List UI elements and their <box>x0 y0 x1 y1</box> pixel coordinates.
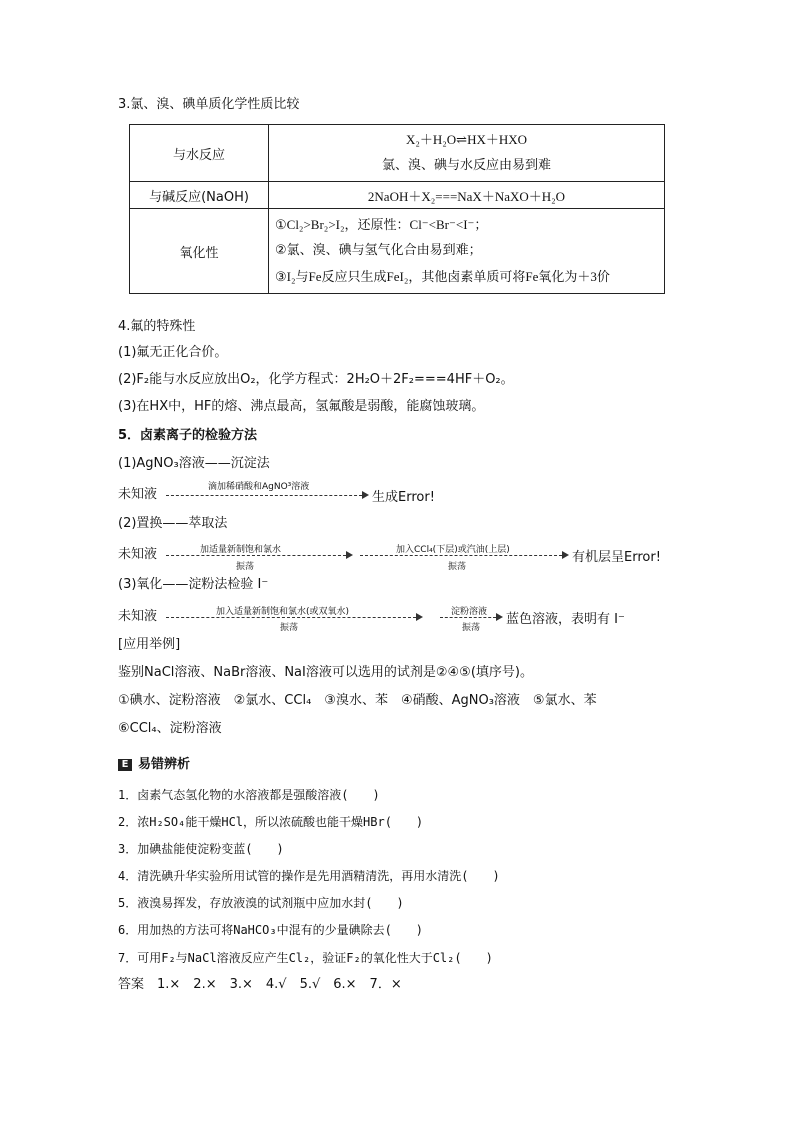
method-3-reagent-1: 加入适量新制饱和氯水(或双氧水) <box>216 607 350 617</box>
error-analysis-title: 易错辨析 <box>138 757 191 772</box>
fluorine-item-2: (2)F₂能与水反应放出O₂，化学方程式：2H₂O＋2F₂===4HF＋O₂。 <box>118 372 514 387</box>
arrow-head-icon <box>562 551 569 559</box>
method-2-result: 有机层呈Error! <box>572 550 661 565</box>
halogen-comparison-table <box>129 124 665 294</box>
oxidation-line-1: ①Cl₂>Br₂>I₂，还原性：Cl⁻<Br⁻<I⁻； <box>275 217 488 232</box>
method-2-shake-1: 振荡 <box>236 562 255 572</box>
method-1-title: (1)AgNO₃溶液——沉淀法 <box>118 456 270 471</box>
row-content-water <box>269 125 665 182</box>
arrow-head-icon <box>496 613 503 621</box>
arrow-head-icon <box>346 551 353 559</box>
example-options-1: ①碘水、淀粉溶液 ②氯水、CCl₄ ③溴水、苯 ④硝酸、AgNO₃溶液 ⑤氯水、苯 <box>118 693 597 708</box>
method-2-start: 未知液 <box>118 547 158 562</box>
error-item-5: 5．液溴易挥发，存放液溴的试剂瓶中应加水封( ) <box>118 896 404 910</box>
error-item-3: 3．加碘盐能使淀粉变蓝( ) <box>118 842 284 856</box>
table-row <box>130 209 665 294</box>
oxidation-line-2: ②氯、溴、碘与氢气化合由易到难； <box>275 243 482 258</box>
water-note: 氯、溴、碘与水反应由易到难 <box>381 158 551 173</box>
fluorine-item-1: (1)氟无正化合价。 <box>118 345 228 360</box>
method-1-arrow <box>166 495 362 496</box>
fluorine-item-3: (3)在HX中，HF的熔、沸点最高，氢氟酸是弱酸，能腐蚀玻璃。 <box>118 399 485 414</box>
method-3-start: 未知液 <box>118 609 158 624</box>
section-5-title: 5．卤素离子的检验方法 <box>118 428 258 443</box>
example-question: 鉴别NaCl溶液、NaBr溶液、NaI溶液可以选用的试剂是②④⑤(填序号)。 <box>118 665 533 680</box>
row-label-water: 与水反应 <box>130 125 269 182</box>
oxidation-line-3: ③I₂与Fe反应只生成FeI₂，其他卤素单质可将Fe氧化为＋3价 <box>275 269 610 284</box>
method-2-shake-2: 振荡 <box>448 562 467 572</box>
method-1-result: 生成Error! <box>372 490 435 505</box>
table-row <box>130 125 665 182</box>
error-item-4: 4．清洗碘升华实验所用试管的操作是先用酒精清洗，再用水清洗( ) <box>118 869 500 883</box>
method-3-title: (3)氧化——淀粉法检验 I⁻ <box>118 577 269 592</box>
row-label-oxidation: 氧化性 <box>130 209 269 294</box>
method-3-shake-1: 振荡 <box>280 623 299 633</box>
error-item-7: 7．可用F₂与NaCl溶液反应产生Cl₂，验证F₂的氧化性大于Cl₂( ) <box>118 951 493 965</box>
method-2-title: (2)置换——萃取法 <box>118 516 228 531</box>
error-item-6: 6．用加热的方法可将NaHCO₃中混有的少量碘除去( ) <box>118 923 424 937</box>
example-heading: [应用举例] <box>118 637 181 652</box>
error-item-1: 1．卤素气态氢化物的水溶液都是强酸溶液( ) <box>118 788 380 802</box>
section-4-title: 4.氟的特殊性 <box>118 319 196 334</box>
section-3-title: 3.氯、溴、碘单质化学性质比较 <box>118 97 300 112</box>
table-row <box>130 182 665 209</box>
method-2-arrow-1 <box>166 555 346 556</box>
base-equation: 2NaOH＋X₂===NaX＋NaXO＋H₂O <box>269 182 665 209</box>
example-options-2: ⑥CCl₄、淀粉溶液 <box>118 721 222 736</box>
row-label-base: 与碱反应(NaOH) <box>130 182 269 209</box>
arrow-head-icon <box>362 491 369 499</box>
method-3-reagent-2: 淀粉溶液 <box>451 607 488 617</box>
row-content-oxidation <box>269 209 665 294</box>
error-analysis-icon: E <box>118 759 132 771</box>
method-3-arrow-1 <box>166 617 416 618</box>
water-equation: X₂＋H₂O⇌HX＋HXO <box>405 132 528 147</box>
arrow-head-icon <box>416 613 423 621</box>
error-item-2: 2．浓H₂SO₄能干燥HCl，所以浓硫酸也能干燥HBr( ) <box>118 815 424 829</box>
method-2-reagent-1: 加适量新制饱和氯水 <box>200 545 282 555</box>
method-3-result: 蓝色溶液，表明有 I⁻ <box>506 612 625 627</box>
method-1-reagent: 滴加稀硝酸和AgNO³溶液 <box>208 482 310 492</box>
method-3-shake-2: 振荡 <box>462 623 481 633</box>
method-2-reagent-2: 加入CCl₄(下层)或汽油(上层) <box>396 545 510 555</box>
method-1-start: 未知液 <box>118 487 158 502</box>
method-2-arrow-2 <box>360 555 562 556</box>
answer-key: 答案 1.× 2.× 3.× 4.√ 5.√ 6.× 7．× <box>118 977 402 992</box>
method-3-arrow-2 <box>440 617 496 618</box>
